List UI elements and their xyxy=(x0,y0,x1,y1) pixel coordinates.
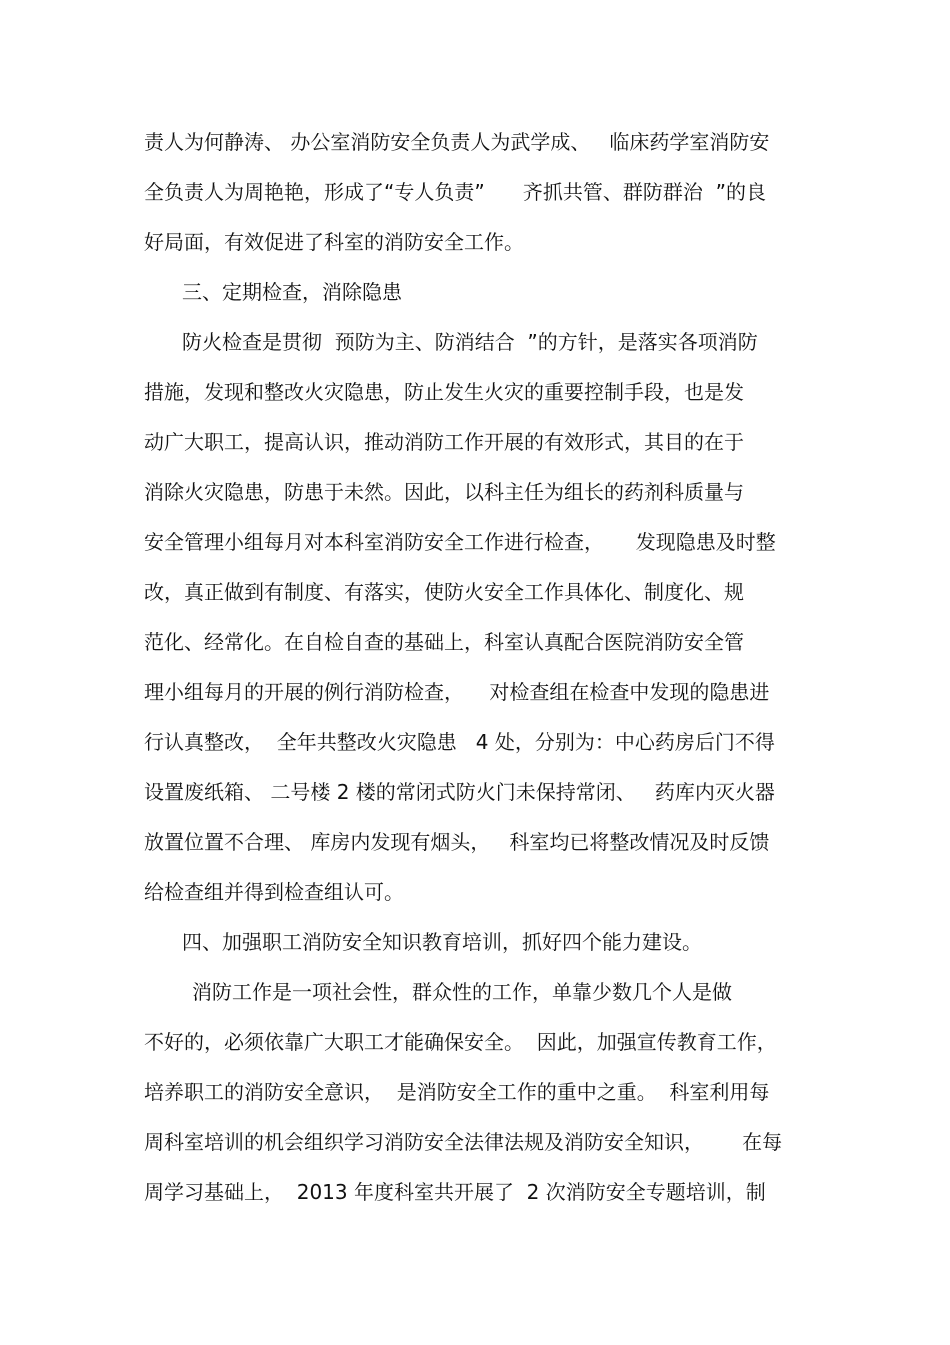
paragraph-line: 理小组每月的开展的例行消防检查， 对检查组在检查中发现的隐患进 xyxy=(144,680,770,704)
paragraph-line: 安全管理小组每月对本科室消防安全工作进行检查， 发现隐患及时整 xyxy=(144,530,776,554)
section-heading: 四、加强职工消防安全知识教育培训，抓好四个能力建设。 xyxy=(182,930,702,954)
paragraph-line: 范化、经常化。在自检自查的基础上，科室认真配合医院消防安全管 xyxy=(144,630,744,654)
paragraph-line: 培养职工的消防安全意识， 是消防安全工作的重中之重。 科室利用每 xyxy=(144,1080,770,1104)
paragraph-line: 责人为何静涛、 办公室消防安全负责人为武学成、 临床药学室消防安 xyxy=(144,130,770,154)
paragraph-line: 不好的，必须依靠广大职工才能确保安全。 因此，加强宣传教育工作， xyxy=(144,1030,777,1054)
paragraph-line: 设置废纸箱、 二号楼 2 楼的常闭式防火门未保持常闭、 药库内灭火器 xyxy=(144,780,775,804)
paragraph-line: 给检查组并得到检查组认可。 xyxy=(144,880,404,904)
paragraph-line: 改，真正做到有制度、有落实，使防火安全工作具体化、制度化、规 xyxy=(144,580,744,604)
paragraph-line: 消防工作是一项社会性，群众性的工作，单靠少数几个人是做 xyxy=(192,980,732,1004)
paragraph-line: 措施，发现和整改火灾隐患，防止发生火灾的重要控制手段，也是发 xyxy=(144,380,744,404)
paragraph-line: 行认真整改， 全年共整改火灾隐患 4 处，分别为：中心药房后门不得 xyxy=(144,730,775,754)
paragraph-line: 周科室培训的机会组织学习消防安全法律法规及消防安全知识， 在每 xyxy=(144,1130,783,1154)
paragraph-line: 放置位置不合理、 库房内发现有烟头， 科室均已将整改情况及时反馈 xyxy=(144,830,770,854)
paragraph-line: 防火检查是贯彻 预防为主、防消结合 ”的方针，是落实各项消防 xyxy=(182,330,758,354)
paragraph-line: 动广大职工，提高认识，推动消防工作开展的有效形式，其目的在于 xyxy=(144,430,744,454)
paragraph-line: 消除火灾隐患，防患于未然。因此，以科主任为组长的药剂科质量与 xyxy=(144,480,744,504)
paragraph-line: 好局面，有效促进了科室的消防安全工作。 xyxy=(144,230,524,254)
paragraph-line: 周学习基础上， 2013 年度科室共开展了 2 次消防安全专题培训，制 xyxy=(144,1180,766,1204)
paragraph-line: 全负责人为周艳艳，形成了“专人负责” 齐抓共管、群防群治 ”的良 xyxy=(144,180,766,204)
section-heading: 三、定期检查，消除隐患 xyxy=(182,280,402,304)
